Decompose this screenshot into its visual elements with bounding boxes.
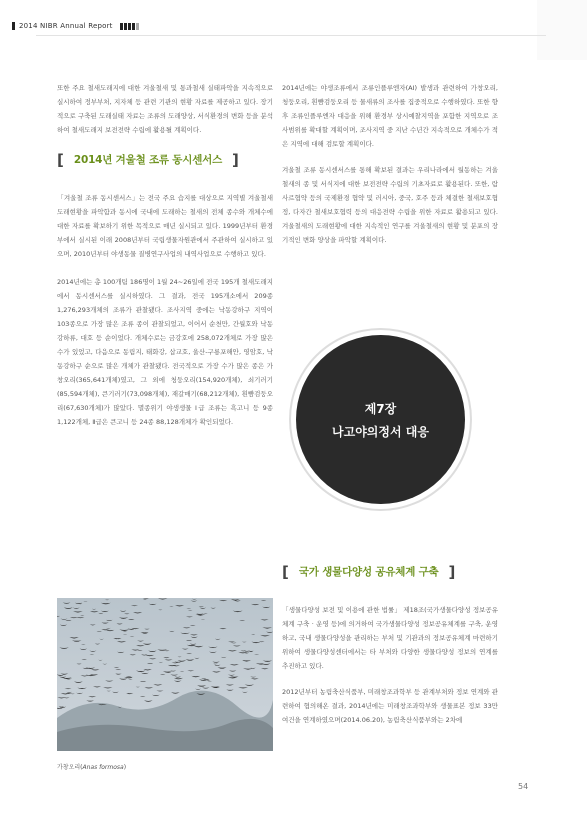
header-bar bbox=[120, 23, 123, 30]
caption-suffix: ) bbox=[123, 764, 127, 771]
header-bar bbox=[132, 23, 135, 30]
bracket-close: ] bbox=[232, 151, 239, 169]
header-bar bbox=[136, 23, 139, 30]
left-column bbox=[57, 81, 273, 436]
corner-shade bbox=[537, 0, 587, 60]
header-divider bbox=[36, 35, 546, 36]
flock-illustration bbox=[57, 598, 273, 751]
chapter-label: 제7장 bbox=[364, 401, 397, 416]
chapter-title: 나고야의정서 대응 bbox=[332, 424, 429, 439]
sharing-paragraph-2: 2012년부터 농림축산식품부, 미래창조과학부 등 관계부처와 정보 연계와 관련하여 협의해온 결과, 2014년에는 미래창조과학부와 생물표본 정보 33만여건을 연계하였으며(2014.06.20), 농림축산식품부와는 2차에 bbox=[282, 688, 498, 724]
report-title: 2014 NIBR Annual Report bbox=[19, 22, 113, 30]
header-marker bbox=[12, 22, 15, 30]
right-column bbox=[282, 81, 498, 254]
bracket-close: ] bbox=[448, 563, 456, 581]
right-column-lower bbox=[282, 563, 498, 734]
census-paragraph-1: 「겨울철 조류 동시센서스」는 전국 주요 습지를 대상으로 지역별 겨울철새 도래현황을 파악함과 동시에 국내에 도래하는 철새의 전체 종수와 개체수에 대한 자료를 확보하기 위한 목적으로 매년 실시되고 있다. 1999년부터 환경부에서 실시된 이래 2008년부터 국립생물자원관에서 주관하여 실시하고 있으며, 2010년부터 야생동물 질병연구사업의 내역사업으로 수행하고 있다. bbox=[57, 194, 273, 258]
caption-prefix: 가창오리( bbox=[57, 764, 83, 771]
page-number: 54 bbox=[518, 782, 529, 791]
running-header bbox=[12, 20, 139, 32]
header-bar bbox=[128, 23, 131, 30]
section-heading-census bbox=[57, 151, 273, 169]
section-heading-sharing bbox=[282, 563, 498, 581]
ai-paragraph: 2014년에는 야생조류에서 조류인플루엔자(AI) 발생과 관련하여 가창오리, 청둥오리, 흰뺨검둥오리 등 물새류의 조사를 집중적으로 수행하였다. 또한 향후 조류인플루엔자 대응을 위해 환경부 상시예찰지역을 포함한 지역으로 조사범위를 확대할 계획이며, 조사지역 중 지난 수년간 지속적으로 개체수가 적은 지역에 대해 검토할 계획이다. bbox=[282, 84, 498, 148]
section-title: 국가 생물다양성 공유체계 구축 bbox=[298, 566, 439, 578]
baikal-teal-photo bbox=[57, 598, 273, 751]
chapter-circle bbox=[296, 335, 465, 504]
caption-species: Anas formosa bbox=[82, 764, 124, 771]
census-results-paragraph: 겨울철 조류 동시센서스를 통해 확보된 결과는 우리나라에서 월동하는 겨울철새의 종 및 서식지에 대한 보전전략 수립의 기초자료로 활용된다. 또한, 람사르협약 등의 국제환경 협약 및 러시아, 중국, 호주 등과 체결한 철새보호협정, 다자간 철새보호협력 등의 대응전략 수립을 위한 자료로 활용되고 있다. 겨울철새의 도래현황에 대한 지속적인 연구를 겨울철새의 현황 및 분포의 장기적인 변화 양상을 파악할 계획이다. bbox=[282, 166, 498, 244]
sharing-paragraph-1: 「생물다양성 보전 및 이용에 관한 법률」 제18조(국가생물다양성 정보공유체계 구축 · 운영 등)에 의거하여 국가생물다양성 정보공유체계를 구축, 운영하고, 국내 생물다양성을 관리하는 부처 및 기관과의 정보공유체계 마련하기 위하여 생물다양성센터에서는 타 부처와 다양한 생물다양성 정보의 연계를 추진하고 있다. bbox=[282, 606, 498, 670]
section-title: 2014년 겨울철 조류 동시센서스 bbox=[73, 154, 223, 166]
photo-caption bbox=[57, 762, 126, 771]
bracket-open: [ bbox=[282, 563, 289, 581]
bracket-open: [ bbox=[57, 151, 64, 169]
intro-paragraph: 또한 주요 철새도래지에 대한 겨울철새 및 통과철새 실태파악을 지속적으로 실시하여 정부부처, 지자체 등 관련 기관의 현황 자료를 제공하고 있다. 장기적으로 구축된 도래실태 자료는 조류의 도래양상, 서식환경의 변화 등을 분석하여 철새도래지 보전전략 수립에 활용될 계획이다. bbox=[57, 84, 273, 134]
header-bar bbox=[124, 23, 127, 30]
census-paragraph-2: 2014년에는 총 100개팀 186명이 1월 24~26일에 전국 195개 철새도래지에서 동시센서스를 실시하였다. 그 결과, 전국 195개소에서 209종 1,276,293개체의 조류가 관찰됐다. 조사지역 중에는 낙동강하구 지역이 103종으로 가장 많은 조류 종이 관찰되었고, 이어서 순천만, 간월호와 낙동강하류, 대호 등 순이었다. 개체수로는 금강호에 258,072개체로 가장 많은 수가 있었고, 다음으로 동림지, 태화강, 삽교호, 울산-구룡포해안, 영암호, 낙동강하구 순으로 많은 개체가 관찰됐다. 전국적으로 가장 수가 많은 종은 가창오리(365,641개체)였고, 그 외에 청둥오리(154,920개체), 쇠기러기(85,594개체), 큰기러기(73,098개체), 재갈매기(68,212개체), 흰뺨검둥오리(67,630개체)가 많았다. 멸종위기 야생생물 Ⅰ급 조류는 흑고니 등 9종 1,122개체, Ⅱ급은 큰고니 등 24종 88,128개체가 확인되었다. bbox=[57, 278, 273, 426]
header-bars bbox=[120, 23, 139, 30]
